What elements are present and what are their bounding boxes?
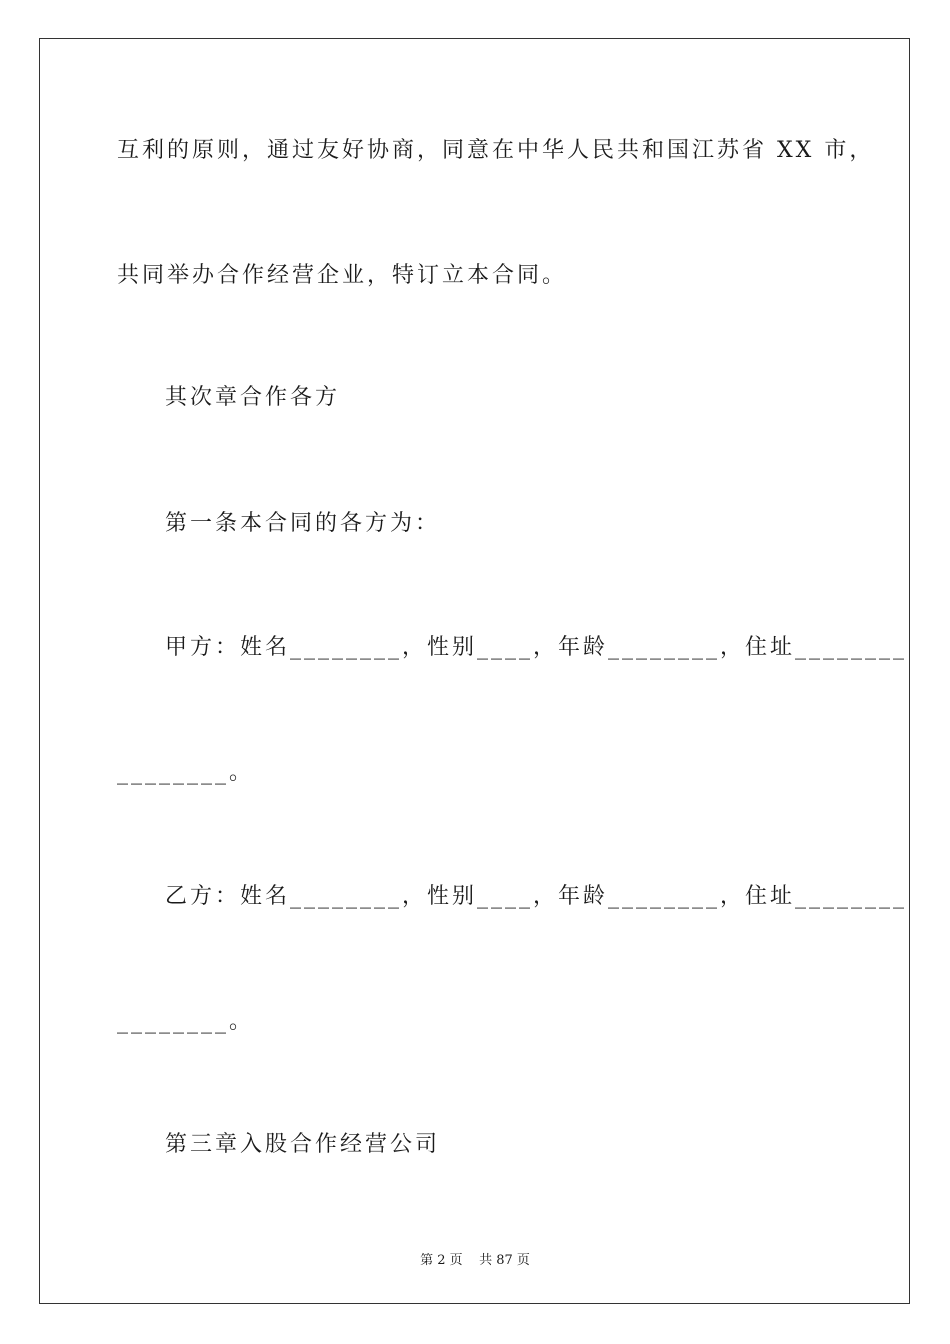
paragraph-line-2: 共同举办合作经营企业，特订立本合同。 xyxy=(117,263,568,288)
party-a-line-continued: ________。 xyxy=(117,760,255,785)
article-1-heading: 第一条本合同的各方为： xyxy=(165,511,441,536)
party-b-line-continued: ________。 xyxy=(117,1009,255,1034)
chapter-heading-3: 第三章入股合作经营公司 xyxy=(165,1132,441,1157)
party-a-line: 甲方：姓名________，性别____，年龄________，住址________ xyxy=(165,635,908,660)
paragraph-line-1: 互利的原则，通过友好协商，同意在中华人民共和国江苏省 XX 市， xyxy=(117,138,875,163)
party-b-line: 乙方：姓名________，性别____，年龄________，住址________ xyxy=(165,884,908,909)
page-number-footer: 第 2 页 共 87 页 xyxy=(420,1253,530,1268)
chapter-heading-2: 其次章合作各方 xyxy=(165,385,341,410)
page-border xyxy=(39,38,910,1304)
